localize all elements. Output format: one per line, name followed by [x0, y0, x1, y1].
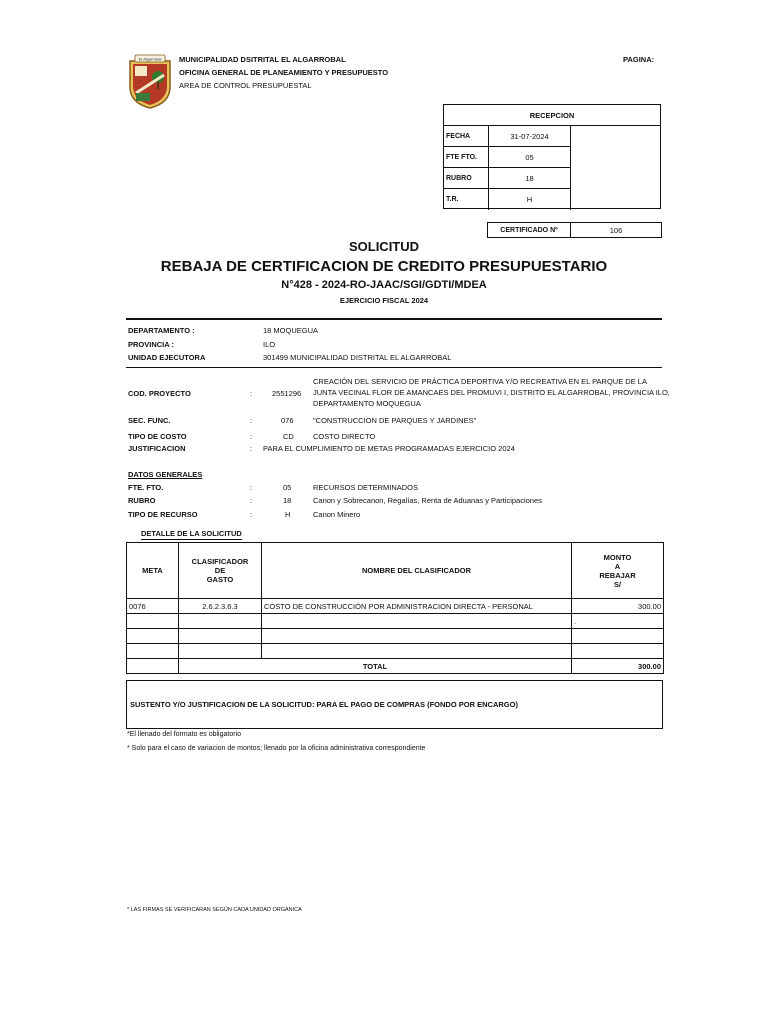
datos-generales-title: DATOS GENERALES	[128, 470, 203, 479]
rubro-value: 18	[489, 168, 571, 189]
table-header-row	[127, 543, 664, 599]
recepcion-box	[443, 104, 661, 209]
proyecto-colon: :	[250, 389, 253, 398]
municipality-logo	[128, 53, 172, 109]
tipocosto-label: TIPO DE COSTO	[128, 432, 187, 441]
tr-value: H	[489, 189, 571, 210]
justificacion-desc: PARA EL CUMPLIMIENTO DE METAS PROGRAMADAS EJERCICIO 2024	[263, 444, 515, 453]
sustento-text: SUSTENTO Y/O JUSTIFICACION DE LA SOLICITUD: PARA EL PAGO DE COMPRAS (FONDO POR ENCARGO)	[130, 700, 518, 709]
rubro-label: RUBRO	[444, 168, 489, 189]
rubro-code: 18	[283, 496, 292, 505]
provincia-label: PROVINCIA :	[128, 340, 174, 349]
col-monto-line-4: S/	[613, 579, 622, 589]
secfunc-label: SEC. FUNC.	[128, 416, 171, 425]
fte-fto-colon: :	[250, 483, 253, 492]
secfunc-colon: :	[250, 416, 253, 425]
footer-firmas: * LAS FIRMAS SE VERIFICARAN SEGÚN CADA UNIDAD ORGANICA	[127, 907, 302, 913]
tr-label: T.R.	[444, 189, 489, 210]
provincia-value: ILO	[263, 340, 276, 349]
table-row	[127, 644, 664, 659]
tipocosto-desc: COSTO DIRECTO	[313, 432, 376, 441]
col-monto-line-3: REBAJAR	[599, 570, 636, 580]
proyecto-desc-1: CREACIÓN DEL SERVICIO DE PRÁCTICA DEPORTIVA Y/O RECREATIVA EN EL PARQUE DE LA	[313, 377, 647, 386]
col-clasificador-line-1: CLASIFICADOR	[191, 557, 249, 566]
logo-banner-text: El Algarrobal	[138, 56, 162, 62]
col-clasificador-line-3: GASTO	[206, 575, 234, 584]
page-label: PAGINA:	[623, 55, 655, 64]
detalle-title: DETALLE DE LA SOLICITUD	[141, 529, 242, 538]
header-municipality: MUNICIPALIDAD DSITRITAL EL ALGARROBAL	[179, 55, 346, 64]
tipocosto-code: CD	[283, 432, 294, 441]
sustento-box	[126, 680, 663, 729]
secfunc-code: 076	[281, 416, 294, 425]
tipo-recurso-desc: Canon Minero	[313, 510, 361, 519]
document-number: N°428 - 2024-RO-JAAC/SGI/GDTI/MDEA	[281, 279, 487, 291]
col-monto-header	[572, 543, 664, 599]
fiscal-year: EJERCICIO FISCAL 2024	[339, 296, 429, 305]
secfunc-desc: "CONSTRUCCION DE PARQUES Y JARDINES"	[313, 416, 477, 425]
row1-nombre: COSTO DE CONSTRUCCIÓN POR ADMINISTRACION DIRECTA - PERSONAL	[262, 599, 572, 614]
certificado-value: 106	[570, 222, 662, 238]
proyecto-label: COD. PROYECTO	[128, 389, 191, 398]
note-obligatorio: *El llenado del formato es obligatorio	[127, 731, 242, 738]
col-clasificador-header	[179, 543, 262, 599]
fte-fto-label: FTE. FTO.	[128, 483, 164, 492]
divider-top	[126, 318, 662, 320]
header-area: AREA DE CONTROL PRESUPUESTAL	[179, 81, 312, 90]
certificado-label: CERTIFICADO Nº	[487, 222, 571, 238]
table-row	[127, 629, 664, 644]
row1-clasificador: 2.6.2.3.6.3	[179, 599, 262, 614]
row1-monto: 300.00	[572, 599, 664, 614]
col-monto-line-1: MONTO	[603, 552, 632, 562]
header-office: OFICINA GENERAL DE PLANEAMIENTO Y PRESUPUESTO	[179, 68, 389, 77]
justificacion-label: JUSTIFICACION	[128, 444, 186, 453]
col-monto-line-2: A	[614, 561, 621, 571]
proyecto-desc-3: DEPARTAMENTO MOQUEGUA	[313, 399, 421, 408]
row2-dot: .	[572, 614, 664, 629]
total-row	[127, 659, 664, 674]
fecha-value: 31-07-2024	[489, 126, 571, 147]
col-meta-header: META	[127, 543, 179, 599]
rubro-colon: :	[250, 496, 253, 505]
unidad-value: 301499 MUNICIPALIDAD DISTRITAL EL ALGARROBAL	[263, 353, 452, 362]
col-nombre-header: NOMBRE DEL CLASIFICADOR	[262, 543, 572, 599]
detalle-table	[126, 542, 664, 674]
tipo-recurso-colon: :	[250, 510, 253, 519]
recepcion-title: RECEPCION	[444, 105, 660, 126]
unidad-label: UNIDAD EJECUTORA	[128, 353, 206, 362]
rubro-desc: Canon y Sobrecanon, Regalías, Renta de Aduanas y Participaciones	[313, 496, 542, 505]
fte-label: FTE FTO.	[444, 147, 489, 168]
tipo-recurso-code: H	[285, 510, 291, 519]
note-variacion: * Solo para el caso de variacion de montos; llenado por la oficina administrativa correspondiente	[127, 745, 426, 752]
tipo-recurso-label: TIPO DE RECURSO	[128, 510, 198, 519]
total-value: 300.00	[572, 659, 664, 674]
table-row	[127, 614, 664, 629]
total-label: TOTAL	[179, 659, 572, 674]
fte-fto-desc: RECURSOS DETERMINADOS	[313, 483, 419, 492]
col-clasificador-line-2: DE	[214, 566, 226, 575]
rubro-label: RUBRO	[128, 496, 156, 505]
row1-meta: 0076	[127, 599, 179, 614]
departamento-value: 18 MOQUEGUA	[263, 326, 319, 335]
page-title: REBAJA DE CERTIFICACION DE CREDITO PRESUPUESTARIO	[160, 258, 608, 275]
justificacion-colon: :	[250, 444, 253, 453]
divider-mid	[126, 367, 662, 368]
departamento-label: DEPARTAMENTO :	[128, 326, 195, 335]
proyecto-code: 2551296	[272, 389, 302, 398]
fte-value: 05	[489, 147, 571, 168]
fte-fto-code: 05	[283, 483, 292, 492]
proyecto-desc-2: JUNTA VECINAL FLOR DE AMANCAES DEL PROMUVI I, DISTRITO EL ALGARROBAL, PROVINCIA ILO,	[313, 388, 670, 397]
fecha-label: FECHA	[444, 126, 489, 147]
table-row	[127, 599, 664, 614]
solicitud-heading: SOLICITUD	[348, 239, 420, 254]
tipocosto-colon: :	[250, 432, 253, 441]
